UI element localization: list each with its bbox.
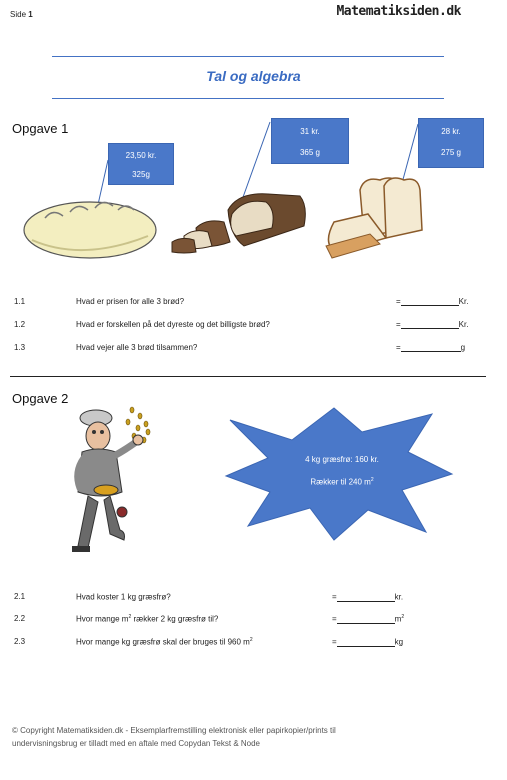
brand-logo: Matematiksiden.dk: [336, 4, 461, 19]
question-number: 1.1: [14, 297, 26, 306]
answer-field[interactable]: = Kr.: [396, 320, 469, 329]
bread1-price: 23,50 kr.: [125, 151, 157, 160]
pointer-line-2: [242, 122, 270, 200]
question-text: Hvor mange kg græsfrø skal der bruges til 960 $m^2$: [76, 637, 253, 647]
question-1-2: [0, 320, 507, 332]
dark-bread-icon: [172, 194, 305, 253]
question-2-3: [0, 637, 507, 649]
page-title: Tal og algebra: [206, 68, 301, 84]
opgave2-heading: Opgave 2: [12, 391, 69, 406]
bread3-price: 28 kr.: [441, 127, 461, 136]
answer-field[interactable]: = g: [396, 343, 466, 352]
question-number: 2.3: [14, 637, 26, 646]
question-2-2: [0, 614, 507, 626]
question-text: Hvad koster 1 kg græsfrø?: [76, 592, 171, 602]
bread3-price-label: [418, 118, 484, 168]
copyright-footer: [12, 724, 482, 750]
opgave1-heading: Opgave 1: [12, 121, 69, 136]
question-text: Hvad er prisen for alle 3 brød?: [76, 297, 185, 306]
question-text: Hvad vejer alle 3 brød tilsammen?: [76, 343, 198, 352]
page-label: [10, 10, 33, 19]
white-bread-icon: [24, 202, 156, 258]
question-number: 2.1: [14, 592, 26, 601]
title-top-rule: [52, 56, 444, 57]
question-text: Hvad er forskellen på det dyreste og det billigste brød?: [76, 320, 270, 329]
question-number: 1.3: [14, 343, 26, 352]
question-1-1: [0, 297, 507, 309]
answer-field[interactable]: = kr.: [332, 592, 404, 602]
grass-seed-coverage: Rækker til 240 $m^2$: [310, 477, 374, 487]
question-text: Hvor mange $m^2$ rækker 2 kg græsfrø til?: [76, 614, 219, 624]
footer-line-1: © Copyright Matematiksiden.dk - Eksemplarfremstilling elektronisk eller papirkopier/prints til: [12, 726, 336, 735]
section-divider: [10, 376, 486, 377]
page-number: 1: [28, 10, 33, 19]
page-prefix: Side: [10, 10, 27, 19]
bread1-weight: 325g: [132, 170, 150, 179]
question-number: 1.2: [14, 320, 26, 329]
bread2-price: 31 kr.: [300, 127, 320, 136]
grass-seed-price: 4 kg græsfrø: 160 kr.: [305, 455, 379, 464]
question-1-3: [0, 343, 507, 355]
bread2-price-label: [271, 118, 349, 164]
answer-field[interactable]: = kg: [332, 637, 404, 647]
toast-bread-icon: [326, 178, 422, 258]
farmer-sowing-icon: [60, 400, 170, 565]
answer-field[interactable]: = $m^2$: [332, 614, 405, 624]
bread2-weight: 365 g: [299, 148, 321, 157]
question-2-1: [0, 592, 507, 604]
question-number: 2.2: [14, 614, 26, 623]
price-burst-text: [254, 454, 430, 488]
bread3-weight: 275 g: [440, 148, 462, 157]
bread1-price-label: [108, 143, 174, 185]
footer-line-2: undervisningsbrug er tilladt med en aftale med Copydan Tekst & Node: [12, 739, 260, 748]
title-bottom-rule: [52, 98, 444, 99]
answer-field[interactable]: = Kr.: [396, 297, 469, 306]
